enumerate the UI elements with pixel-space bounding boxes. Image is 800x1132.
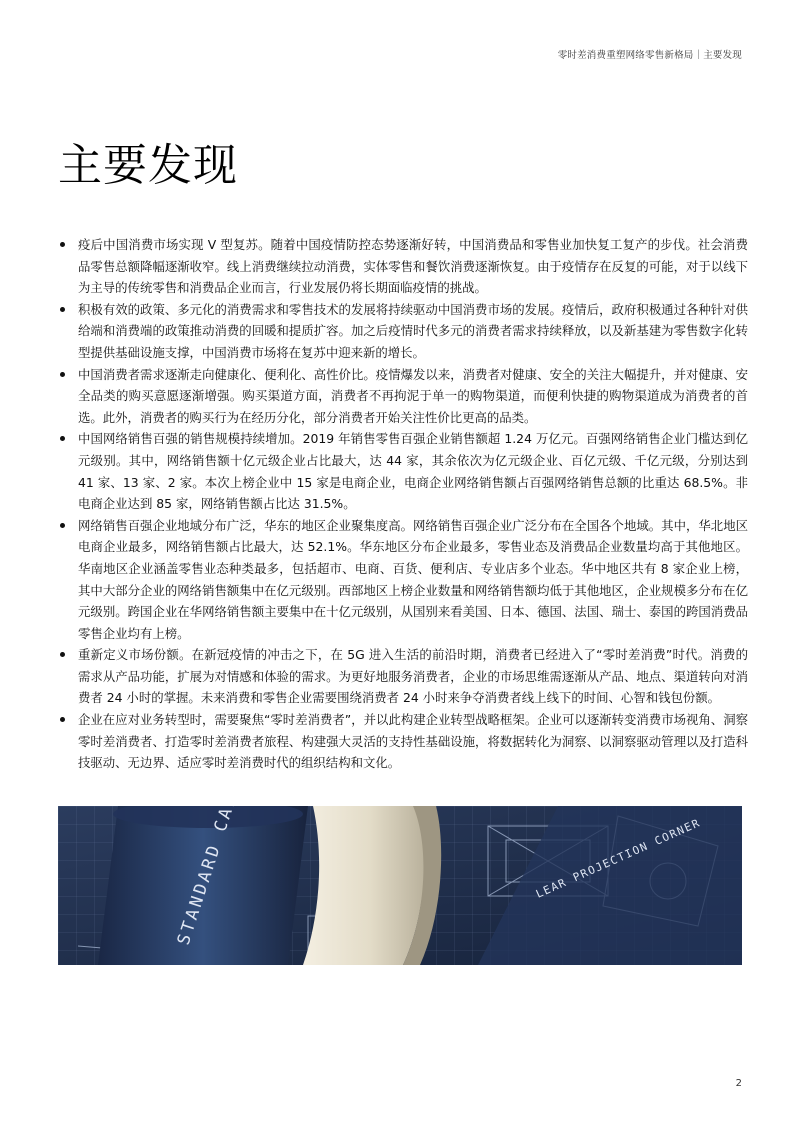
finding-item <box>58 515 748 645</box>
finding-text: 中国消费者需求逐渐走向健康化、便利化、高性价比。疫情爆发以来，消费者对健康、安全的关注大幅提升，并对健康、安全品类的购买意愿逐渐增强。购买渠道方面，消费者不再拘泥于单一的购物渠道，而便利快捷的购物渠道成为消费者的首选。此外，消费者的购买行为在经历分化，部分消费者开始关注性价比更高的品类。 <box>78 366 748 425</box>
finding-text: 疫后中国消费市场实现 V 型复苏。随着中国疫情防控态势逐渐好转，中国消费品和零售业加快复工复产的步伐。社会消费品零售总额降幅逐渐收窄。线上消费继续拉动消费，实体零售和餐饮消费逐渐恢复。由于疫情存在反复的可能，对于以线下为主导的传统零售和消费品企业而言，行业发展仍将长期面临疫情的挑战。 <box>78 237 748 296</box>
findings-list <box>58 234 748 774</box>
bullet-dot <box>60 652 65 657</box>
bullet-dot <box>60 242 65 247</box>
finding-text: 网络销售百强企业地域分布广泛，华东的地区企业聚集度高。网络销售百强企业广泛分布在全国各个地域。其中，华北地区电商企业最多，网络销售额占比最大，达 52.1%。华东地区分布企业最多，零售业态及消费品企业数量均高于其他地区。华南地区企业涵盖零售业态种类最多，包括超市、电商、百货、便利店、专业店多个业态。华中地区共有 8 家企业上榜，其中大部分企业的网络销售额集中在亿元级别。西部地区上榜企业数量和网络销售额均低于其他地区，企业规模多分布在亿元级别。跨国企业在华网络销售额主要集中在十亿元级别，从国别来看美国、日本、德国、法国、瑞士、泰国的跨国消费品零售企业均有上榜。 <box>78 517 748 641</box>
finding-text: 企业在应对业务转型时，需要聚焦“零时差消费者”，并以此构建企业转型战略框架。企业可以逐渐转变消费市场视角、洞察零时差消费者、打造零时差消费者旅程、构建强大灵活的支持性基础设施，将数据转化为洞察、以洞察驱动管理以及打造科技驱动、无边界、适应零时差消费时代的组织结构和文化。 <box>78 712 748 771</box>
finding-text: 中国网络销售百强的销售规模持续增加。2019 年销售零售百强企业销售额超 1.24 万亿元。百强网络销售企业门槛达到亿元级别。其中，网络销售额十亿元级企业占比最大，达 44 家，其余依次为亿元级企业、百亿元级、千亿元级，分别达到 41 家、13 家、2 家。本次上榜企业中 15 家是电商企业，电商企业网络销售额占百强网络销售总额的比重达 68.5%。非电商企业达到 85 家，网络销售额占比达 31.5%。 <box>78 431 748 512</box>
bullet-dot <box>60 436 65 441</box>
bullet-dot <box>60 307 65 312</box>
finding-item <box>58 428 748 514</box>
bullet-dot <box>60 372 65 377</box>
running-header: 零时差消费重塑网络零售新格局｜主要发现 <box>557 50 742 61</box>
bullet-dot <box>60 523 65 528</box>
blueprint-rolls-photo <box>58 806 742 965</box>
page-title: 主要发现 <box>58 140 238 191</box>
paper-roll <box>303 806 425 965</box>
finding-item <box>58 234 748 299</box>
finding-item <box>58 299 748 364</box>
bullet-dot <box>60 717 65 722</box>
finding-item <box>58 644 748 709</box>
finding-text: 重新定义市场份额。在新冠疫情的冲击之下，在 5G 进入生活的前沿时期，消费者已经进入了“零时差消费”时代。消费的需求从产品功能，扩展为对情感和体验的需求。为更好地服务消费者，企业的市场思维需逐渐从产品、地点、渠道转向对消费者 24 小时的掌握。未来消费和零售企业需要围绕消费者 24 小时来争夺消费者线上线下的时间、心智和钱包份额。 <box>78 647 748 706</box>
blueprint-illustration <box>58 806 742 965</box>
finding-item <box>58 709 748 774</box>
finding-text: 积极有效的政策、多元化的消费需求和零售技术的发展将持续驱动中国消费市场的发展。疫情后，政府积极通过各种针对供给端和消费端的政策推动消费的回暖和提质扩容。加之后疫情时代多元的消费者需求持续释放，以及新基建为零售数字化转型提供基础设施支撑，中国消费市场将在复苏中迎来新的增长。 <box>78 301 748 360</box>
photo-label-right: LEAR PROJECTION CORNER <box>533 816 703 901</box>
finding-item <box>58 364 748 429</box>
page-number: 2 <box>735 1078 742 1089</box>
